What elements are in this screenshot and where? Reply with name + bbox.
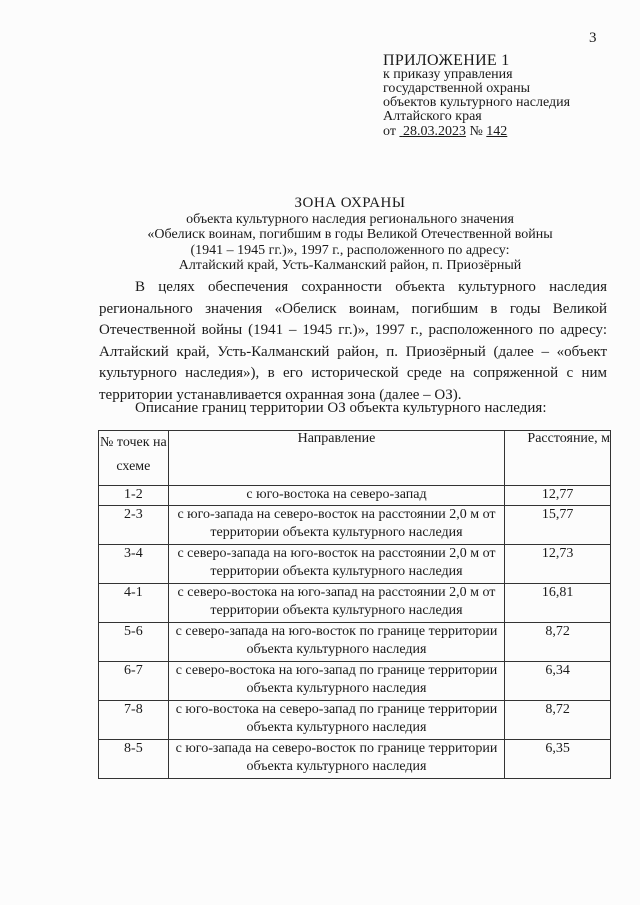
heading-line: Алтайский край, Усть-Калманский район, п. Приозёрный xyxy=(178,258,522,273)
cell-direction: с юго-востока на северо-запад по границе территории объекта культурного наследия xyxy=(168,701,504,740)
cell-distance: 12,73 xyxy=(505,545,611,584)
cell-direction: с северо-востока на юго-запад на расстоянии 2,0 м от территории объекта культурного наследия xyxy=(168,584,504,623)
cell-points: 1-2 xyxy=(99,486,169,506)
order-date-line xyxy=(383,125,570,139)
cell-direction: с северо-запада на юго-восток на расстоянии 2,0 м от территории объекта культурного наследия xyxy=(168,545,504,584)
header-direction: Направление xyxy=(168,431,504,486)
date-prefix: от xyxy=(383,124,396,139)
table-row xyxy=(99,701,611,740)
order-date xyxy=(399,124,466,139)
appendix-title: ПРИЛОЖЕНИЕ 1 xyxy=(383,52,510,69)
table-row xyxy=(99,740,611,779)
appendix-line: Алтайского края xyxy=(383,109,482,124)
cell-distance: 6,34 xyxy=(505,662,611,701)
page-number: 3 xyxy=(589,30,597,46)
cell-points: 8-5 xyxy=(99,740,169,779)
heading-title: ЗОНА ОХРАНЫ xyxy=(294,195,406,211)
order-date-value: 28.03.2023 xyxy=(402,124,466,139)
header-points: № точек на схеме xyxy=(99,431,169,486)
cell-distance: 8,72 xyxy=(505,623,611,662)
table-caption: Описание границ территории ОЗ объекта культурного наследия: xyxy=(135,400,547,416)
table-header-row xyxy=(99,431,611,486)
cell-direction: с юго-востока на северо-запад xyxy=(168,486,504,506)
cell-points: 2-3 xyxy=(99,506,169,545)
appendix-block xyxy=(383,54,570,139)
appendix-line: государственной охраны xyxy=(383,81,531,96)
cell-points: 4-1 xyxy=(99,584,169,623)
cell-direction: с юго-запада на северо-восток по границе территории объекта культурного наследия xyxy=(168,740,504,779)
cell-distance: 6,35 xyxy=(505,740,611,779)
boundary-table xyxy=(98,430,611,779)
cell-direction: с юго-запада на северо-восток на расстоянии 2,0 м от территории объекта культурного наследия xyxy=(168,506,504,545)
header-distance: Расстояние, м xyxy=(505,431,611,486)
body-paragraph: В целях обеспечения сохранности объекта культурного наследия регионального значения «Обелиск воинам, погибшим в годы Великой Отечественной войны (1941 – 1945 гг.)», 1997 г., расположенного по адресу: Алтайский край, Усть-Калманский район, п. Приозёрный (далее – «объект культурного наследия»), в его исторической среде на сопряженной с ним территории устанавливается охранная зона (далее – ОЗ). xyxy=(99,279,607,403)
cell-direction: с северо-запада на юго-восток по границе территории объекта культурного наследия xyxy=(168,623,504,662)
appendix-line: к приказу управления xyxy=(383,67,513,82)
table-row xyxy=(99,545,611,584)
cell-distance: 15,77 xyxy=(505,506,611,545)
cell-distance: 8,72 xyxy=(505,701,611,740)
cell-direction: с северо-востока на юго-запад по границе территории объекта культурного наследия xyxy=(168,662,504,701)
number-sign: № xyxy=(469,124,483,139)
table-row xyxy=(99,506,611,545)
table-row xyxy=(99,623,611,662)
table-row xyxy=(99,486,611,506)
cell-points: 3-4 xyxy=(99,545,169,584)
heading-line: «Обелиск воинам, погибшим в годы Великой Отечественной войны xyxy=(147,227,553,242)
table-row xyxy=(99,584,611,623)
heading-line: объекта культурного наследия регионального значения xyxy=(186,211,514,227)
cell-points: 6-7 xyxy=(99,662,169,701)
cell-points: 5-6 xyxy=(99,623,169,662)
cell-distance: 12,77 xyxy=(505,486,611,506)
cell-points: 7-8 xyxy=(99,701,169,740)
table-row xyxy=(99,662,611,701)
heading-line: (1941 – 1945 гг.)», 1997 г., расположенного по адресу: xyxy=(190,242,510,258)
document-heading xyxy=(130,196,570,274)
appendix-line: объектов культурного наследия xyxy=(383,95,571,110)
order-number: 142 xyxy=(486,124,508,139)
cell-distance: 16,81 xyxy=(505,584,611,623)
